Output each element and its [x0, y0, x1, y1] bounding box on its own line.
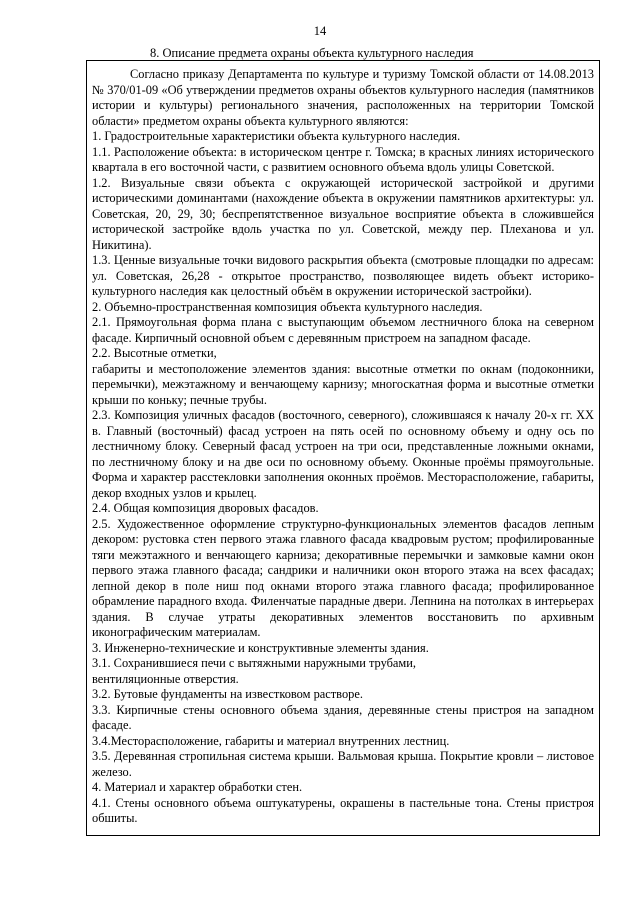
paragraph-1: 1. Градостроительные характеристики объекта культурного наследия. — [92, 129, 461, 143]
intro-paragraph: Согласно приказу Департамента по культуре и туризму Томской области от 14.08.2013 № 370/01-09 «Об утверждении предметов охраны объектов культурного наследия (памятников истории и культуры) регионального значения, расположенных на территории Томской области» предметом охраны объекта культурного являются: — [92, 67, 594, 128]
paragraph-1-1: 1.1. Расположение объекта: в историческом центре г. Томска; в красных линиях исторического квартала в его восточной части, с развитием основного объема вдоль улицы Советской. — [92, 144, 594, 174]
paragraph-2-5: 2.5. Художественное оформление структурно-функциональных элементов фасадов лепным декором: рустовка стен первого этажа главного фасада квадровым рустом; профилированные тяги межэтажного и венчающего карниза; декоративные перемычки и замковые камни окон первого этажа главного фасада; сандрики и наличники окон второго этажа на всех фасадах; лепной декор в поле ниш под окнами второго этажа главного фасада; профилированное обрамление парадного входа. Филенчатые парадные двери. Лепнина на потолках в интерьерах здания. В случае утраты декоративных элементов восстановить по архивным иконографическим материалам. — [92, 516, 594, 639]
paragraph-3-4: 3.4.Месторасположение, габариты и материал внутренних лестниц. — [92, 733, 450, 748]
page-number: 14 — [313, 24, 327, 38]
paragraph-2-4: 2.4. Общая композиция дворовых фасадов. — [92, 501, 319, 515]
paragraph-2: 2. Объемно-пространственная композиция объекта культурного наследия. — [92, 299, 483, 314]
paragraph-3-5: 3.5. Деревянная стропильная система крыши. Вальмовая крыша. Покрытие кровли – листовое железо. — [92, 749, 594, 779]
paragraph-3-1: 3.1. Сохранившиеся печи с вытяжными наружными трубами, — [92, 656, 416, 670]
paragraph-1-3: 1.3. Ценные визуальные точки видового раскрытия объекта (смотровые площадки по адресам: ул. Советская, 26,28 - открытое пространство, позволяющее видеть объект историко-культурного наследия как целостный объём в окружении исторической застройки). — [92, 253, 594, 298]
paragraph-1-2: 1.2. Визуальные связи объекта с окружающей исторической застройкой и другими историческими доминантами (нахождение объекта в окружении памятников архитектуры: ул. Советская, 20, 29, 30; беспрепятственное визуальное восприятие объекта в сложившейся исторической застройке вдоль участка по ул. Советской, между пер. Плеханова и ул. Никитина). — [92, 175, 594, 252]
paragraph-3-3: 3.3. Кирпичные стены основного объема здания, деревянные стены пристроя на западном фасаде. — [92, 702, 594, 732]
paragraph-2-2: 2.2. Высотные отметки, — [92, 346, 217, 360]
section-heading: 8. Описание предмета охраны объекта культурного наследия — [150, 46, 474, 60]
paragraph-3: 3. Инженерно-технические и конструктивные элементы здания. — [92, 640, 429, 655]
paragraph-2-2-cont: габариты и местоположение элементов здания: высотные отметки по окнам (подоконники, перемычки), межэтажному и венчающему карнизу; многоскатная форма и высотные отметки крыши по коньку; печные трубы. — [92, 361, 594, 407]
paragraph-2-1: 2.1. Прямоугольная форма плана с выступающим объемом лестничного блока на северном фасаде. Кирпичный основной объем с деревянным пристроем на западном фасаде. — [92, 315, 594, 345]
paragraph-2-3: 2.3. Композиция уличных фасадов (восточного, северного), сложившаяся к началу 20-х гг. XX в. Главный (восточный) фасад устроен на пять осей по основному объему и одну ось по лестничному блоку. Северный фасад устроен на три оси, представленные ложными окнами, по лестничному блоку и на две оси по основному объему. Оконные проёмы прямоугольные. Форма и характер расстекловки заполнения оконных проёмов. Месторасположение, габариты, декор входных узлов и крылец. — [92, 408, 594, 500]
paragraph-3-2: 3.2. Бутовые фундаменты на известковом растворе. — [92, 687, 363, 701]
paragraph-3-1-cont: вентиляционные отверстия. — [92, 671, 239, 686]
paragraph-4: 4. Материал и характер обработки стен. — [92, 780, 303, 794]
paragraph-4-1: 4.1. Стены основного объема оштукатурены, окрашены в пастельные тона. Стены пристроя обшиты. — [92, 795, 594, 825]
preservation-subject-box — [86, 60, 600, 836]
